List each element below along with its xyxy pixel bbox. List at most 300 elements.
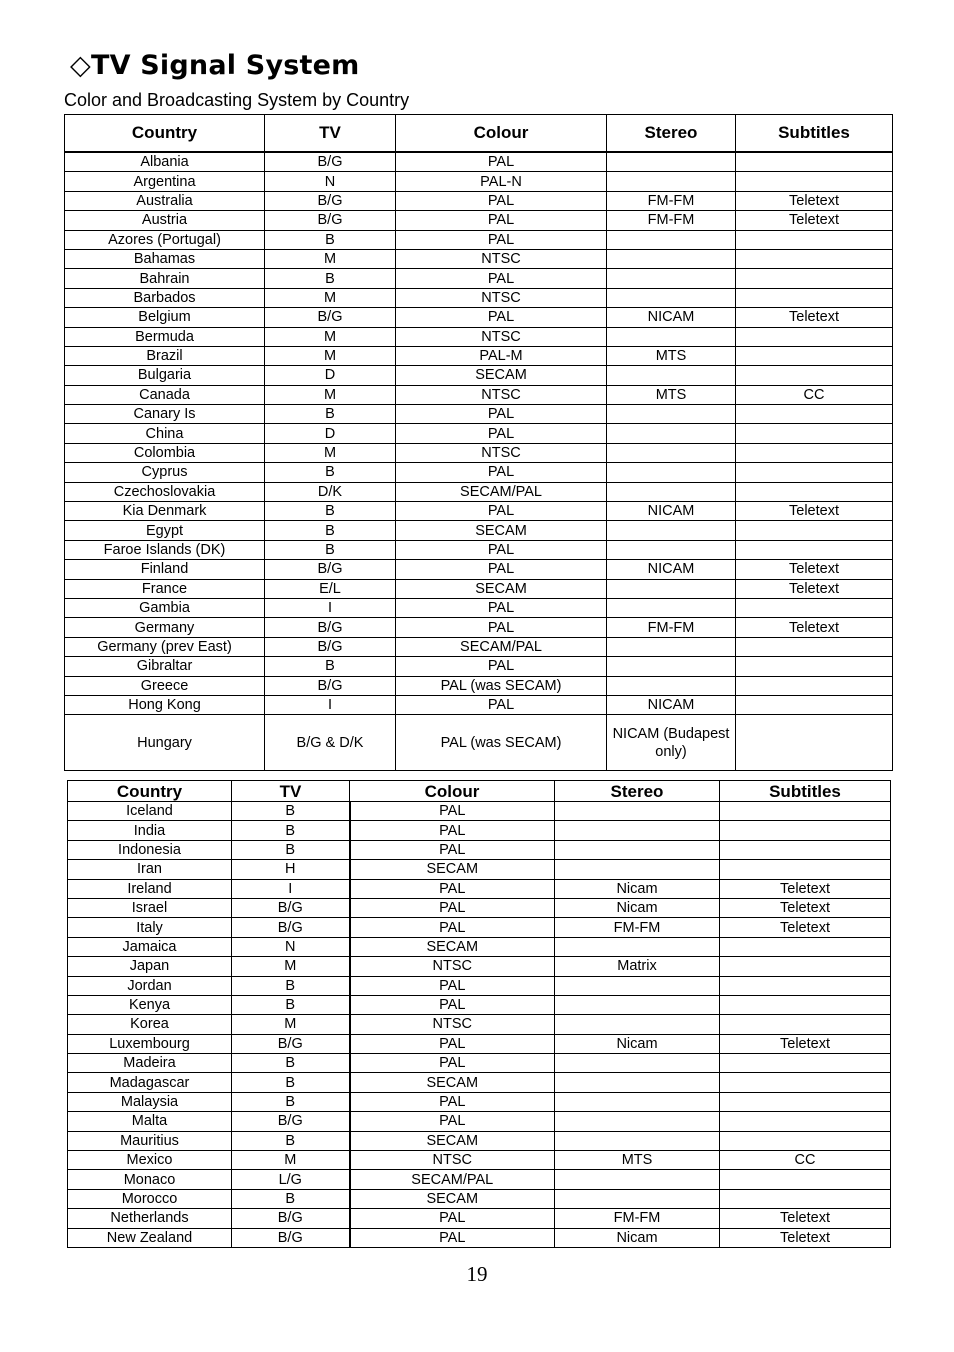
table-row — [65, 405, 893, 424]
cell-tv: M — [265, 443, 396, 462]
cell-tv: B/G — [232, 918, 350, 937]
cell-subtitles: Teletext — [720, 898, 891, 917]
cell-stereo: Matrix — [555, 957, 720, 976]
cell-country: Malaysia — [68, 1092, 232, 1111]
table-row — [65, 676, 893, 695]
cell-tv: I — [265, 695, 396, 714]
table-row — [68, 957, 891, 976]
page-title: ◇TV Signal System — [70, 50, 360, 81]
cell-country: Iran — [68, 860, 232, 879]
page-number: 19 — [466, 1262, 488, 1286]
cell-country: Malta — [68, 1112, 232, 1131]
header-subtitles: Subtitles — [736, 115, 893, 153]
cell-tv: M — [232, 1015, 350, 1034]
cell-colour: PAL — [396, 598, 607, 617]
cell-colour: SECAM — [350, 937, 555, 956]
table-row — [68, 1112, 891, 1131]
cell-stereo — [607, 443, 736, 462]
cell-subtitles: CC — [720, 1151, 891, 1170]
cell-stereo: Nicam — [555, 879, 720, 898]
table-row — [65, 172, 893, 191]
cell-country: Jamaica — [68, 937, 232, 956]
cell-colour: SECAM/PAL — [396, 637, 607, 656]
cell-country: Monaco — [68, 1170, 232, 1189]
cell-tv: B — [265, 502, 396, 521]
broadcast-table-1 — [64, 114, 893, 771]
cell-subtitles — [720, 1015, 891, 1034]
cell-stereo — [555, 1092, 720, 1111]
cell-stereo — [607, 172, 736, 191]
cell-subtitles: Teletext — [736, 211, 893, 230]
cell-stereo — [555, 1054, 720, 1073]
cell-stereo — [555, 976, 720, 995]
cell-colour: NTSC — [396, 443, 607, 462]
cell-tv: M — [265, 346, 396, 365]
table-body — [68, 802, 891, 1248]
cell-country: Barbados — [65, 288, 265, 307]
cell-tv: B — [232, 840, 350, 859]
cell-country: Ireland — [68, 879, 232, 898]
cell-stereo: FM-FM — [555, 918, 720, 937]
cell-tv: B/G — [265, 152, 396, 172]
cell-country: New Zealand — [68, 1228, 232, 1247]
cell-tv: M — [232, 957, 350, 976]
cell-stereo — [555, 995, 720, 1014]
cell-colour: PAL — [350, 918, 555, 937]
cell-country: Bahrain — [65, 269, 265, 288]
cell-subtitles: Teletext — [736, 191, 893, 210]
table-row — [65, 443, 893, 462]
cell-country: Greece — [65, 676, 265, 695]
cell-tv: D — [265, 366, 396, 385]
cell-stereo: MTS — [607, 385, 736, 404]
cell-stereo: MTS — [555, 1151, 720, 1170]
table-row — [65, 366, 893, 385]
cell-colour: SECAM — [396, 521, 607, 540]
cell-tv: L/G — [232, 1170, 350, 1189]
table-row — [65, 695, 893, 714]
cell-subtitles — [720, 957, 891, 976]
cell-colour: PAL — [350, 995, 555, 1014]
header-tv: TV — [232, 781, 350, 802]
cell-stereo — [555, 821, 720, 840]
cell-country: Gambia — [65, 598, 265, 617]
cell-stereo: NICAM — [607, 560, 736, 579]
cell-tv: M — [232, 1151, 350, 1170]
cell-tv: B/G — [265, 618, 396, 637]
cell-tv: B — [265, 657, 396, 676]
cell-colour: SECAM — [396, 366, 607, 385]
cell-colour: SECAM — [350, 1073, 555, 1092]
header-stereo: Stereo — [607, 115, 736, 153]
cell-stereo — [607, 598, 736, 617]
table-row — [65, 385, 893, 404]
table-row — [65, 249, 893, 268]
cell-colour: NTSC — [396, 327, 607, 346]
table-row — [68, 937, 891, 956]
header-subtitles: Subtitles — [720, 781, 891, 802]
cell-colour: NTSC — [396, 385, 607, 404]
table-row — [65, 152, 893, 172]
cell-colour: PAL — [350, 1054, 555, 1073]
cell-colour: PAL — [396, 502, 607, 521]
cell-subtitles — [736, 695, 893, 714]
cell-stereo — [607, 405, 736, 424]
cell-tv: M — [265, 385, 396, 404]
cell-tv: B — [232, 802, 350, 821]
cell-colour: SECAM — [350, 1189, 555, 1208]
cell-tv: B — [232, 1189, 350, 1208]
cell-tv: M — [265, 249, 396, 268]
table-row — [68, 1151, 891, 1170]
cell-colour: PAL — [396, 211, 607, 230]
cell-tv: B/G — [232, 1112, 350, 1131]
cell-stereo: NICAM — [607, 308, 736, 327]
cell-country: Korea — [68, 1015, 232, 1034]
table-row — [65, 618, 893, 637]
cell-subtitles — [720, 1131, 891, 1150]
cell-subtitles: Teletext — [736, 502, 893, 521]
cell-tv: B — [265, 540, 396, 559]
cell-colour: PAL — [350, 802, 555, 821]
cell-colour: SECAM/PAL — [396, 482, 607, 501]
cell-tv: H — [232, 860, 350, 879]
cell-stereo: NICAM — [607, 695, 736, 714]
table-row — [68, 860, 891, 879]
table-row — [68, 1092, 891, 1111]
cell-subtitles — [736, 521, 893, 540]
header-country: Country — [68, 781, 232, 802]
cell-country: Madagascar — [68, 1073, 232, 1092]
cell-tv: B — [232, 976, 350, 995]
table-row — [65, 540, 893, 559]
cell-subtitles: Teletext — [736, 579, 893, 598]
cell-country: Germany (prev East) — [65, 637, 265, 656]
cell-stereo — [607, 269, 736, 288]
cell-stereo — [607, 230, 736, 249]
cell-stereo — [607, 676, 736, 695]
cell-country: Morocco — [68, 1189, 232, 1208]
cell-subtitles: Teletext — [720, 1034, 891, 1053]
table-row — [68, 995, 891, 1014]
cell-country: Luxembourg — [68, 1034, 232, 1053]
cell-subtitles — [736, 657, 893, 676]
cell-colour: PAL-M — [396, 346, 607, 365]
cell-stereo — [555, 1073, 720, 1092]
cell-subtitles — [736, 637, 893, 656]
cell-colour: PAL (was SECAM) — [396, 676, 607, 695]
cell-country: Faroe Islands (DK) — [65, 540, 265, 559]
cell-colour: SECAM — [350, 860, 555, 879]
cell-subtitles — [720, 1054, 891, 1073]
cell-stereo: Nicam — [555, 898, 720, 917]
cell-stereo — [607, 637, 736, 656]
cell-stereo: NICAM — [607, 502, 736, 521]
cell-stereo — [607, 463, 736, 482]
cell-subtitles — [720, 937, 891, 956]
cell-country: Jordan — [68, 976, 232, 995]
cell-colour: NTSC — [396, 288, 607, 307]
cell-tv: B/G & D/K — [265, 715, 396, 771]
table-header-row — [68, 781, 891, 802]
cell-country: Hungary — [65, 715, 265, 771]
cell-tv: M — [265, 288, 396, 307]
table-row — [68, 1054, 891, 1073]
cell-subtitles — [736, 715, 893, 771]
broadcast-table-2 — [67, 780, 891, 1248]
cell-colour: PAL — [396, 152, 607, 172]
cell-stereo — [607, 657, 736, 676]
cell-country: Bermuda — [65, 327, 265, 346]
cell-tv: B/G — [265, 211, 396, 230]
cell-country: Japan — [68, 957, 232, 976]
cell-subtitles — [736, 346, 893, 365]
cell-colour: PAL-N — [396, 172, 607, 191]
cell-stereo — [555, 802, 720, 821]
cell-tv: B/G — [232, 1209, 350, 1228]
cell-tv: I — [232, 879, 350, 898]
cell-country: Kenya — [68, 995, 232, 1014]
cell-tv: N — [232, 937, 350, 956]
cell-country: Mauritius — [68, 1131, 232, 1150]
table-row — [68, 976, 891, 995]
cell-colour: PAL — [396, 657, 607, 676]
cell-colour: PAL — [350, 1209, 555, 1228]
table-row — [65, 346, 893, 365]
cell-country: Albania — [65, 152, 265, 172]
cell-stereo — [607, 521, 736, 540]
cell-stereo — [555, 860, 720, 879]
table-row — [68, 1170, 891, 1189]
cell-subtitles: Teletext — [720, 1209, 891, 1228]
cell-tv: B — [232, 821, 350, 840]
cell-colour: NTSC — [350, 1151, 555, 1170]
cell-subtitles — [720, 1073, 891, 1092]
cell-subtitles — [736, 249, 893, 268]
cell-colour: SECAM — [396, 579, 607, 598]
cell-subtitles: Teletext — [736, 618, 893, 637]
table-row — [65, 715, 893, 771]
cell-colour: NTSC — [350, 1015, 555, 1034]
cell-country: Mexico — [68, 1151, 232, 1170]
cell-colour: SECAM — [350, 1131, 555, 1150]
page-subtitle: Color and Broadcasting System by Country — [64, 90, 410, 110]
table-row — [65, 288, 893, 307]
cell-stereo — [607, 327, 736, 346]
cell-country: India — [68, 821, 232, 840]
table-body — [65, 152, 893, 771]
cell-subtitles — [720, 802, 891, 821]
cell-subtitles: Teletext — [720, 918, 891, 937]
cell-tv: B/G — [232, 898, 350, 917]
cell-stereo — [555, 937, 720, 956]
cell-tv: B/G — [265, 308, 396, 327]
header-stereo: Stereo — [555, 781, 720, 802]
cell-tv: B — [265, 269, 396, 288]
cell-subtitles — [736, 269, 893, 288]
cell-colour: NTSC — [396, 249, 607, 268]
cell-subtitles — [720, 1092, 891, 1111]
table-row — [68, 898, 891, 917]
cell-country: Israel — [68, 898, 232, 917]
cell-colour: PAL — [350, 879, 555, 898]
table-row — [65, 463, 893, 482]
cell-country: Finland — [65, 560, 265, 579]
cell-colour: NTSC — [350, 957, 555, 976]
table-row — [68, 1228, 891, 1247]
table-row — [68, 821, 891, 840]
cell-tv: B — [232, 1131, 350, 1150]
table-row — [65, 521, 893, 540]
cell-tv: B — [232, 1073, 350, 1092]
header-country: Country — [65, 115, 265, 153]
table-row — [65, 579, 893, 598]
cell-stereo: MTS — [607, 346, 736, 365]
cell-colour: PAL — [396, 618, 607, 637]
cell-colour: PAL — [396, 191, 607, 210]
cell-stereo: FM-FM — [607, 191, 736, 210]
cell-subtitles — [736, 676, 893, 695]
cell-tv: B — [265, 230, 396, 249]
cell-stereo — [607, 366, 736, 385]
cell-stereo: FM-FM — [607, 618, 736, 637]
cell-stereo — [607, 482, 736, 501]
cell-stereo — [607, 249, 736, 268]
cell-tv: B — [265, 521, 396, 540]
cell-country: France — [65, 579, 265, 598]
cell-colour: PAL — [396, 424, 607, 443]
cell-country: China — [65, 424, 265, 443]
cell-subtitles — [736, 540, 893, 559]
cell-subtitles — [736, 424, 893, 443]
cell-country: Indonesia — [68, 840, 232, 859]
cell-tv: B/G — [265, 560, 396, 579]
cell-subtitles — [720, 1189, 891, 1208]
cell-stereo — [555, 1015, 720, 1034]
cell-country: Kia Denmark — [65, 502, 265, 521]
table-row — [68, 802, 891, 821]
cell-stereo — [555, 1112, 720, 1131]
cell-tv: B/G — [265, 191, 396, 210]
cell-subtitles: Teletext — [720, 879, 891, 898]
cell-tv: N — [265, 172, 396, 191]
cell-stereo: Nicam — [555, 1228, 720, 1247]
cell-subtitles — [736, 443, 893, 462]
table-row — [68, 1073, 891, 1092]
cell-subtitles — [720, 1170, 891, 1189]
cell-stereo — [607, 288, 736, 307]
cell-subtitles — [736, 405, 893, 424]
cell-subtitles: CC — [736, 385, 893, 404]
cell-country: Australia — [65, 191, 265, 210]
cell-colour: PAL — [350, 1228, 555, 1247]
cell-subtitles: Teletext — [720, 1228, 891, 1247]
table-row — [65, 269, 893, 288]
cell-country: Brazil — [65, 346, 265, 365]
cell-subtitles: Teletext — [736, 308, 893, 327]
table-row — [68, 1209, 891, 1228]
cell-tv: B/G — [265, 637, 396, 656]
table-row — [68, 879, 891, 898]
cell-subtitles — [720, 840, 891, 859]
cell-subtitles — [736, 230, 893, 249]
table-row — [68, 1015, 891, 1034]
cell-tv: B/G — [232, 1034, 350, 1053]
table-row — [65, 657, 893, 676]
cell-colour: PAL — [396, 560, 607, 579]
cell-tv: B/G — [265, 676, 396, 695]
cell-stereo — [555, 840, 720, 859]
cell-colour: PAL — [350, 1092, 555, 1111]
cell-subtitles — [736, 482, 893, 501]
cell-country: Hong Kong — [65, 695, 265, 714]
table-row — [65, 230, 893, 249]
cell-colour: PAL — [396, 269, 607, 288]
cell-colour: PAL — [350, 821, 555, 840]
cell-subtitles — [736, 152, 893, 172]
cell-colour: PAL — [396, 230, 607, 249]
cell-country: Czechoslovakia — [65, 482, 265, 501]
table-row — [68, 1034, 891, 1053]
table-row — [65, 482, 893, 501]
table-row — [65, 327, 893, 346]
table-row — [68, 840, 891, 859]
cell-subtitles — [720, 976, 891, 995]
cell-tv: B — [232, 995, 350, 1014]
cell-stereo — [607, 424, 736, 443]
cell-country: Germany — [65, 618, 265, 637]
cell-country: Iceland — [68, 802, 232, 821]
cell-colour: PAL — [350, 840, 555, 859]
cell-country: Madeira — [68, 1054, 232, 1073]
cell-colour: PAL — [396, 695, 607, 714]
cell-colour: PAL — [350, 1034, 555, 1053]
cell-stereo: NICAM (Budapest only) — [607, 715, 736, 771]
header-tv: TV — [265, 115, 396, 153]
cell-country: Canada — [65, 385, 265, 404]
table-row — [65, 211, 893, 230]
cell-subtitles — [720, 821, 891, 840]
cell-stereo — [607, 152, 736, 172]
cell-tv: B/G — [232, 1228, 350, 1247]
cell-country: Azores (Portugal) — [65, 230, 265, 249]
cell-colour: PAL — [396, 463, 607, 482]
cell-subtitles — [736, 463, 893, 482]
header-colour: Colour — [396, 115, 607, 153]
cell-stereo — [555, 1189, 720, 1208]
cell-country: Colombia — [65, 443, 265, 462]
header-colour: Colour — [350, 781, 555, 802]
cell-country: Canary Is — [65, 405, 265, 424]
cell-colour: SECAM/PAL — [350, 1170, 555, 1189]
table-row — [65, 191, 893, 210]
cell-country: Egypt — [65, 521, 265, 540]
cell-colour: PAL — [350, 976, 555, 995]
cell-tv: E/L — [265, 579, 396, 598]
table-row — [68, 918, 891, 937]
table-row — [65, 502, 893, 521]
cell-country: Gibraltar — [65, 657, 265, 676]
cell-subtitles — [736, 327, 893, 346]
table-row — [65, 424, 893, 443]
cell-tv: I — [265, 598, 396, 617]
cell-colour: PAL — [396, 308, 607, 327]
cell-stereo: FM-FM — [555, 1209, 720, 1228]
cell-subtitles: Teletext — [736, 560, 893, 579]
cell-tv: B — [265, 463, 396, 482]
cell-country: Bahamas — [65, 249, 265, 268]
cell-country: Netherlands — [68, 1209, 232, 1228]
